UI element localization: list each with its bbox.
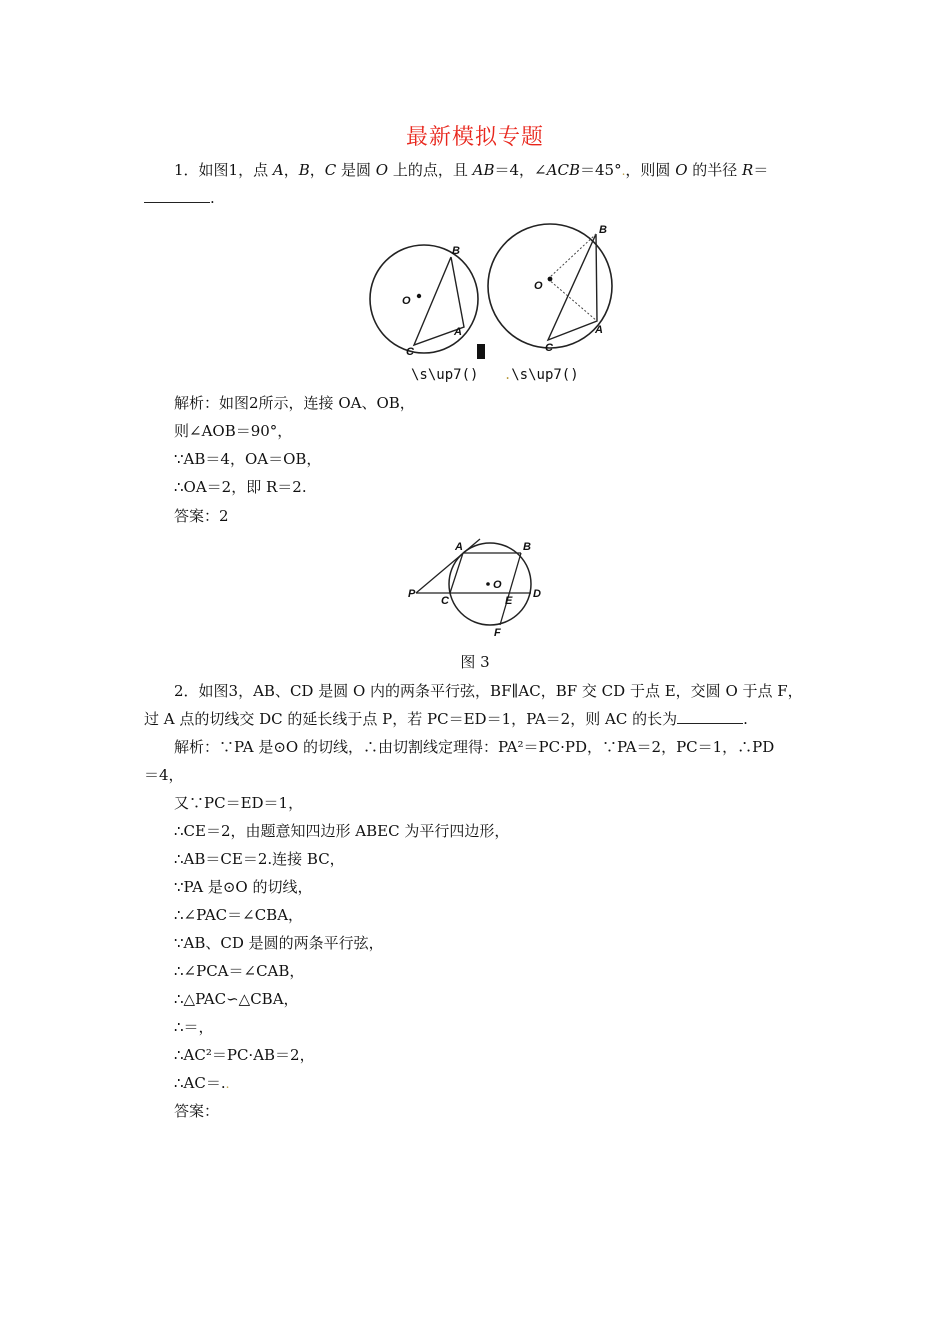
- q2-solution-step3: ∴AB＝CE＝2.连接 BC，: [174, 850, 345, 868]
- center-point: [417, 294, 421, 298]
- segment-ob: [548, 234, 596, 279]
- label-e: E: [505, 595, 513, 607]
- label-o: O: [493, 579, 502, 591]
- label-a: A: [595, 324, 603, 336]
- q1-stem-line2: .: [144, 188, 215, 208]
- q1-answer: 答案：2: [174, 507, 229, 525]
- triangle-abc: [548, 234, 597, 340]
- q2-stem-line1: 2．如图3，AB、CD 是圆 O 内的两条平行弦，BF∥AC，BF 交 CD 于点 E，交圆 O 于点 F，: [174, 682, 803, 700]
- q2-solution-step4: ∵PA 是⊙O 的切线，: [174, 878, 313, 896]
- marker-box: [477, 344, 485, 359]
- label-p: P: [408, 588, 416, 600]
- q1-stem-line1: 1．如图1，点 A，B，C 是圆 O 上的点，且 AB＝4，∠ACB＝45°.，则圆 O 的半径 R＝: [174, 161, 769, 179]
- q2-solution-step2: ∴CE＝2，由题意知四边形 ABEC 为平行四边形，: [174, 822, 510, 840]
- label-d: D: [533, 588, 541, 600]
- label-b: B: [523, 541, 531, 553]
- q2-solution-step5: ∴∠PAC＝∠CBA，: [174, 906, 304, 924]
- figure-3: [408, 537, 558, 647]
- figure-2: [486, 218, 626, 358]
- label-b: B: [599, 224, 607, 236]
- q2-solution-step10: ∴AC²＝PC·AB＝2，: [174, 1046, 315, 1064]
- label-b: B: [452, 245, 460, 257]
- q2-solution-step11: ∴AC＝..: [174, 1074, 230, 1092]
- label-a: A: [455, 541, 463, 553]
- answer-blank: [144, 188, 210, 203]
- label-o: O: [534, 280, 543, 292]
- center-point: [486, 582, 490, 586]
- circle-o: [488, 224, 612, 348]
- q2-answer: 答案：: [174, 1102, 220, 1120]
- q1-solution-line3: ∵AB＝4，OA＝OB，: [174, 450, 322, 468]
- label-c: C: [406, 346, 414, 358]
- q2-solution-step7: ∴∠PCA＝∠CAB，: [174, 962, 305, 980]
- label-c: C: [441, 595, 449, 607]
- tangent-pa: [416, 539, 480, 593]
- label-a: A: [454, 326, 462, 338]
- label-o: O: [402, 295, 411, 307]
- q2-solution-step8: ∴△PAC∽△CBA，: [174, 990, 299, 1008]
- figure-1-caption: \s\up7(): [411, 367, 479, 383]
- q2-solution-step1: 又∵PC＝ED＝1，: [174, 794, 304, 812]
- q1-solution-line1: 解析：如图2所示，连接 OA、OB，: [174, 394, 415, 412]
- label-f: F: [494, 627, 501, 639]
- q2-solution-step6: ∵AB、CD 是圆的两条平行弦，: [174, 934, 384, 952]
- figure-3-caption: 图 3: [460, 653, 490, 671]
- q2-solution-line1: 解析：∵PA 是⊙O 的切线，∴由切割线定理得：PA²＝PC·PD，∵PA＝2，PC＝1，∴PD: [174, 738, 775, 756]
- q2-stem-line2: 过 A 点的切线交 DC 的延长线于点 P，若 PC＝ED＝1，PA＝2，则 AC 的长为 .: [144, 710, 748, 728]
- q2-solution-line1-cont: ＝4，: [144, 766, 184, 784]
- q2-solution-step9: ∴＝，: [174, 1018, 214, 1036]
- q1-solution-line4: ∴OA＝2，即 R＝2.: [174, 478, 307, 496]
- center-point: [548, 277, 553, 282]
- label-c: C: [545, 342, 553, 354]
- answer-blank: [677, 709, 743, 724]
- q1-solution-line2: 则∠AOB＝90°，: [174, 422, 293, 440]
- page-title: 最新模拟专题: [405, 125, 544, 150]
- figure-2-caption: .\s\up7(): [504, 367, 579, 383]
